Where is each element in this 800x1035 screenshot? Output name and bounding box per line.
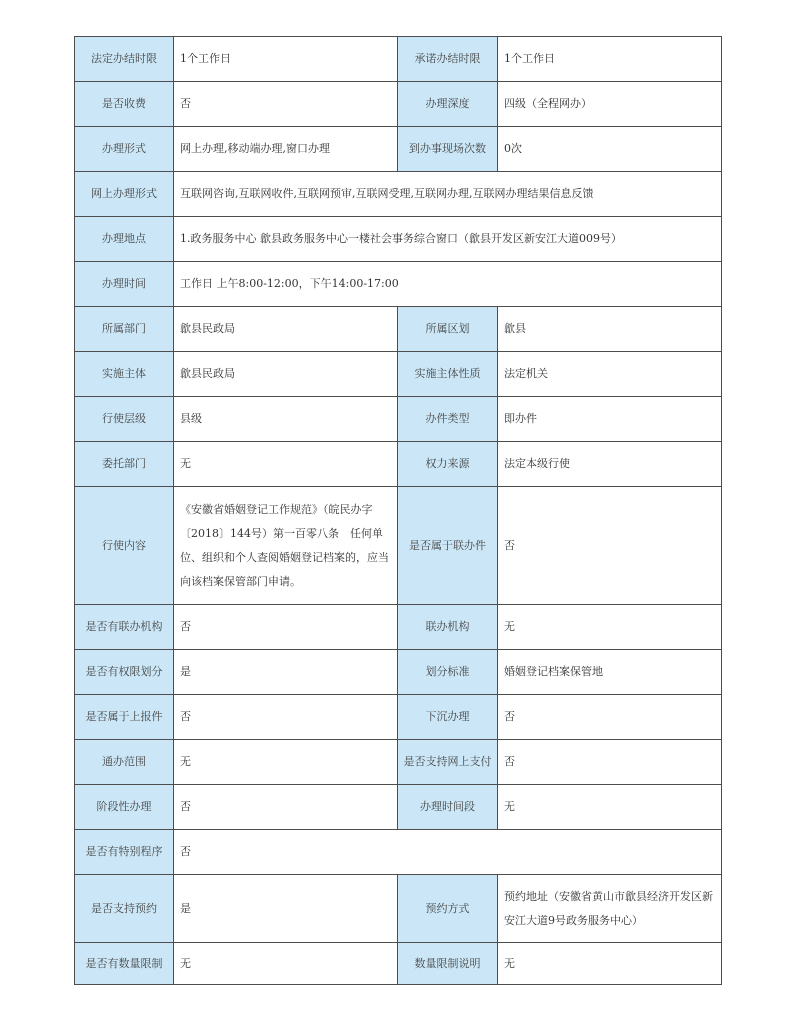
field-value: 互联网咨询,互联网收件,互联网预审,互联网受理,互联网办理,互联网办理结果信息反馈 — [174, 172, 722, 217]
field-value: 工作日 上午8:00-12:00，下午14:00-17:00 — [174, 262, 722, 307]
field-label: 联办机构 — [398, 605, 498, 650]
field-label: 办件类型 — [398, 397, 498, 442]
field-label: 下沉办理 — [398, 695, 498, 740]
field-value: 网上办理,移动端办理,窗口办理 — [174, 127, 398, 172]
field-value: 否 — [174, 830, 722, 875]
table-row — [75, 262, 722, 307]
field-label: 办理地点 — [75, 217, 174, 262]
field-value: 无 — [498, 785, 722, 830]
table-row — [75, 172, 722, 217]
table-row — [75, 397, 722, 442]
table-row — [75, 785, 722, 830]
field-value: 法定本级行使 — [498, 442, 722, 487]
table-row — [75, 442, 722, 487]
field-value: 婚姻登记档案保管地 — [498, 650, 722, 695]
field-label: 是否支持预约 — [75, 875, 174, 943]
field-value: 无 — [498, 943, 722, 985]
field-label: 办理时间段 — [398, 785, 498, 830]
field-value: 1个工作日 — [498, 37, 722, 82]
field-label: 法定办结时限 — [75, 37, 174, 82]
field-value: 四级（全程网办） — [498, 82, 722, 127]
table-row — [75, 82, 722, 127]
field-label: 委托部门 — [75, 442, 174, 487]
field-value: 否 — [498, 487, 722, 605]
field-label: 阶段性办理 — [75, 785, 174, 830]
field-value: 否 — [174, 695, 398, 740]
field-label: 是否支持网上支付 — [398, 740, 498, 785]
field-value — [498, 875, 722, 943]
field-label: 是否收费 — [75, 82, 174, 127]
field-value: 是 — [174, 650, 398, 695]
field-label: 办理时间 — [75, 262, 174, 307]
field-label: 是否有权限划分 — [75, 650, 174, 695]
field-value: 否 — [174, 605, 398, 650]
field-label: 数量限制说明 — [398, 943, 498, 985]
field-value: 歙县民政局 — [174, 307, 398, 352]
field-label: 网上办理形式 — [75, 172, 174, 217]
field-value: 县级 — [174, 397, 398, 442]
field-value: 否 — [174, 785, 398, 830]
table-row — [75, 37, 722, 82]
field-value: 是 — [174, 875, 398, 943]
field-value: 即办件 — [498, 397, 722, 442]
field-label: 到办事现场次数 — [398, 127, 498, 172]
table-row — [75, 740, 722, 785]
table-row — [75, 605, 722, 650]
field-value: 否 — [498, 740, 722, 785]
field-label: 实施主体性质 — [398, 352, 498, 397]
field-label: 划分标准 — [398, 650, 498, 695]
field-value: 法定机关 — [498, 352, 722, 397]
field-label: 通办范围 — [75, 740, 174, 785]
field-label: 行使内容 — [75, 487, 174, 605]
field-value: 无 — [498, 605, 722, 650]
table-row — [75, 695, 722, 740]
table-row — [75, 307, 722, 352]
field-label: 承诺办结时限 — [398, 37, 498, 82]
table-row — [75, 650, 722, 695]
table-row — [75, 487, 722, 605]
table-row — [75, 127, 722, 172]
field-value: 1.政务服务中心 歙县政务服务中心一楼社会事务综合窗口（歙县开发区新安江大道009号） — [174, 217, 722, 262]
table-row — [75, 217, 722, 262]
field-value: 0次 — [498, 127, 722, 172]
field-value: 无 — [174, 442, 398, 487]
field-value: 歙县民政局 — [174, 352, 398, 397]
table-row — [75, 943, 722, 985]
field-label: 所属部门 — [75, 307, 174, 352]
table-row — [75, 830, 722, 875]
field-label: 是否有联办机构 — [75, 605, 174, 650]
field-value: 否 — [498, 695, 722, 740]
field-value: 无 — [174, 943, 398, 985]
field-value: 无 — [174, 740, 398, 785]
field-value: 歙县 — [498, 307, 722, 352]
field-label: 是否属于上报件 — [75, 695, 174, 740]
service-info-table — [74, 36, 722, 985]
field-value: 1个工作日 — [174, 37, 398, 82]
field-label: 实施主体 — [75, 352, 174, 397]
table-row — [75, 875, 722, 943]
field-label: 所属区划 — [398, 307, 498, 352]
field-value-text: 《安徽省婚姻登记工作规范》（皖民办字〔2018〕144号）第一百零八条 任何单位、组织和个人查阅婚姻登记档案的，应当向该档案保管部门申请。 — [180, 502, 389, 588]
field-value: 否 — [174, 82, 398, 127]
field-label: 是否属于联办件 — [398, 487, 498, 605]
field-value — [174, 487, 398, 605]
field-label: 预约方式 — [398, 875, 498, 943]
field-value-text: 预约地址（安徽省黄山市歙县经济开发区新安江大道9号政务服务中心） — [504, 889, 713, 927]
field-label: 行使层级 — [75, 397, 174, 442]
field-label: 权力来源 — [398, 442, 498, 487]
field-label: 是否有数量限制 — [75, 943, 174, 985]
field-label: 办理深度 — [398, 82, 498, 127]
field-label: 是否有特别程序 — [75, 830, 174, 875]
table-row — [75, 352, 722, 397]
field-label: 办理形式 — [75, 127, 174, 172]
